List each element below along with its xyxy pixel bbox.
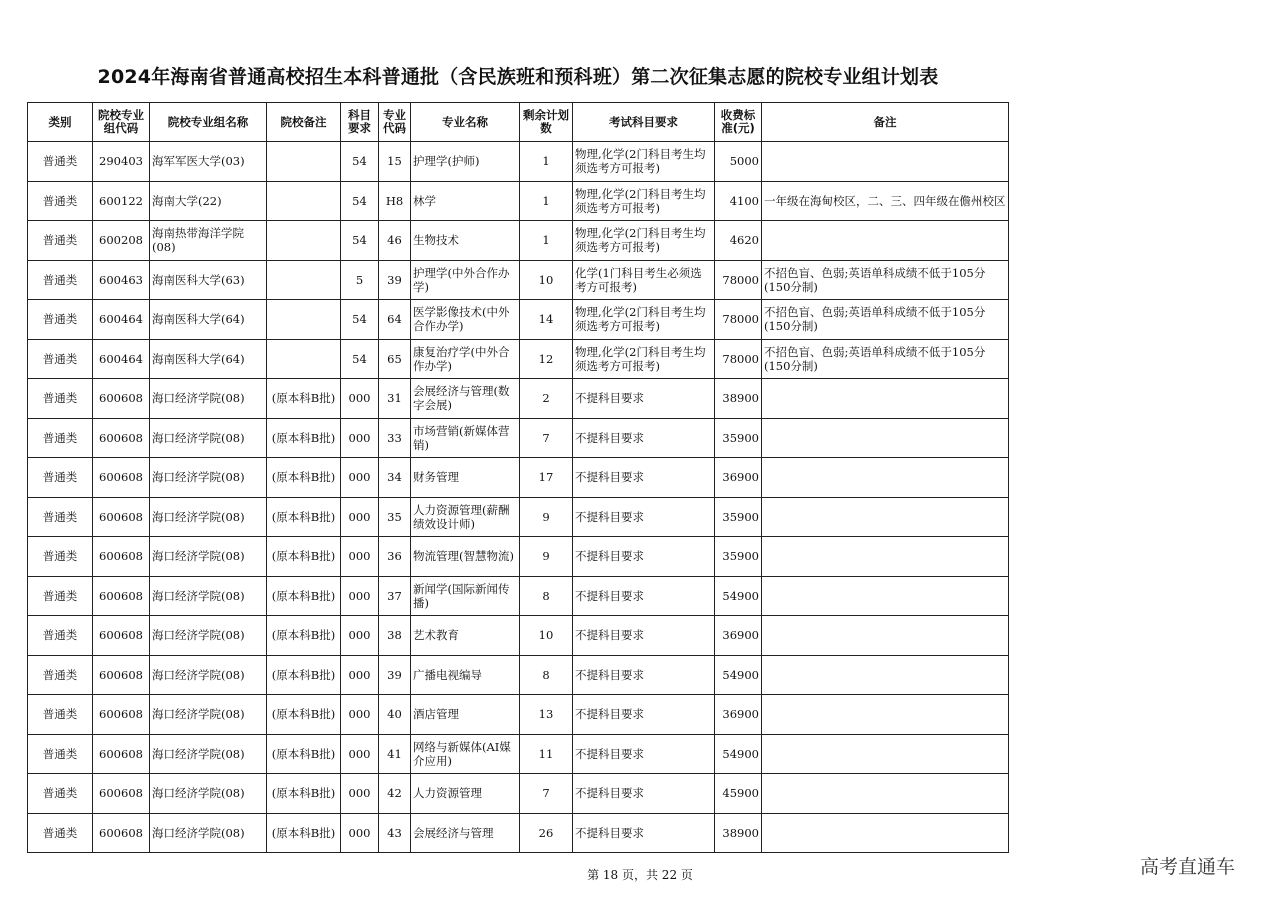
table-row — [28, 379, 1009, 419]
cell-remarks — [762, 497, 1009, 537]
cell-fee: 5000 — [715, 142, 762, 182]
cell-fee: 4100 — [715, 181, 762, 221]
cell-major-name: 财务管理 — [411, 458, 520, 498]
cell-fee: 78000 — [715, 339, 762, 379]
cell-category: 普通类 — [28, 379, 93, 419]
cell-group-name: 海军军医大学(03) — [150, 142, 267, 182]
cell-school-note: (原本科B批) — [267, 379, 341, 419]
table-row — [28, 537, 1009, 577]
table-row — [28, 616, 1009, 656]
cell-remaining: 10 — [520, 616, 573, 656]
cell-fee: 38900 — [715, 379, 762, 419]
cell-major-code: 39 — [379, 655, 411, 695]
cell-major-code: 46 — [379, 221, 411, 261]
cell-remarks — [762, 655, 1009, 695]
header-subject-req: 科目要求 — [341, 103, 379, 142]
cell-exam-req: 不提科目要求 — [573, 774, 715, 814]
cell-major-name: 林学 — [411, 181, 520, 221]
cell-school-note: (原本科B批) — [267, 576, 341, 616]
cell-school-note: (原本科B批) — [267, 537, 341, 577]
cell-exam-req: 不提科目要求 — [573, 458, 715, 498]
cell-fee: 38900 — [715, 813, 762, 853]
cell-major-name: 护理学(护师) — [411, 142, 520, 182]
cell-group-name: 海南医科大学(63) — [150, 260, 267, 300]
cell-group-name: 海口经济学院(08) — [150, 537, 267, 577]
cell-category: 普通类 — [28, 537, 93, 577]
cell-remaining: 17 — [520, 458, 573, 498]
cell-exam-req: 不提科目要求 — [573, 695, 715, 735]
table-row — [28, 655, 1009, 695]
cell-remarks: 一年级在海甸校区，二、三、四年级在儋州校区 — [762, 181, 1009, 221]
cell-group-name: 海口经济学院(08) — [150, 774, 267, 814]
cell-category: 普通类 — [28, 221, 93, 261]
cell-subject-req: 54 — [341, 339, 379, 379]
cell-category: 普通类 — [28, 655, 93, 695]
cell-fee: 35900 — [715, 497, 762, 537]
cell-exam-req: 物理,化学(2门科目考生均须选考方可报考) — [573, 300, 715, 340]
cell-remarks — [762, 458, 1009, 498]
cell-category: 普通类 — [28, 339, 93, 379]
cell-major-code: 43 — [379, 813, 411, 853]
cell-major-code: 35 — [379, 497, 411, 537]
cell-remarks — [762, 576, 1009, 616]
table-header-row — [28, 103, 1009, 142]
table-row — [28, 181, 1009, 221]
cell-school-note: (原本科B批) — [267, 655, 341, 695]
cell-group-name: 海口经济学院(08) — [150, 734, 267, 774]
cell-category: 普通类 — [28, 774, 93, 814]
cell-exam-req: 不提科目要求 — [573, 734, 715, 774]
cell-school-note: (原本科B批) — [267, 616, 341, 656]
cell-remaining: 1 — [520, 221, 573, 261]
table-row — [28, 339, 1009, 379]
cell-fee: 78000 — [715, 260, 762, 300]
table-row — [28, 458, 1009, 498]
cell-school-note: (原本科B批) — [267, 813, 341, 853]
cell-school-note: (原本科B批) — [267, 418, 341, 458]
cell-group-name: 海南大学(22) — [150, 181, 267, 221]
cell-remaining: 10 — [520, 260, 573, 300]
cell-subject-req: 000 — [341, 497, 379, 537]
cell-remarks — [762, 774, 1009, 814]
cell-group-code: 600464 — [93, 300, 150, 340]
cell-group-name: 海口经济学院(08) — [150, 576, 267, 616]
cell-remaining: 2 — [520, 379, 573, 419]
cell-exam-req: 化学(1门科目考生必须选考方可报考) — [573, 260, 715, 300]
cell-remaining: 9 — [520, 497, 573, 537]
watermark: 高考直通车 — [1140, 856, 1236, 878]
cell-exam-req: 不提科目要求 — [573, 379, 715, 419]
cell-category: 普通类 — [28, 142, 93, 182]
cell-category: 普通类 — [28, 695, 93, 735]
header-remarks: 备注 — [762, 103, 1009, 142]
cell-major-name: 艺术教育 — [411, 616, 520, 656]
cell-group-code: 600608 — [93, 458, 150, 498]
cell-school-note: (原本科B批) — [267, 458, 341, 498]
header-group-name: 院校专业组名称 — [150, 103, 267, 142]
cell-group-code: 600608 — [93, 774, 150, 814]
cell-group-code: 600208 — [93, 221, 150, 261]
cell-fee: 54900 — [715, 576, 762, 616]
cell-major-name: 市场营销(新媒体营销) — [411, 418, 520, 458]
cell-subject-req: 54 — [341, 221, 379, 261]
cell-major-code: 38 — [379, 616, 411, 656]
cell-subject-req: 000 — [341, 734, 379, 774]
table-body — [28, 142, 1009, 853]
cell-school-note — [267, 339, 341, 379]
cell-subject-req: 000 — [341, 379, 379, 419]
cell-remaining: 7 — [520, 418, 573, 458]
cell-group-name: 海南医科大学(64) — [150, 300, 267, 340]
cell-category: 普通类 — [28, 181, 93, 221]
cell-remaining: 12 — [520, 339, 573, 379]
cell-school-note — [267, 181, 341, 221]
cell-subject-req: 54 — [341, 142, 379, 182]
cell-group-code: 600122 — [93, 181, 150, 221]
cell-remaining: 1 — [520, 181, 573, 221]
cell-school-note — [267, 300, 341, 340]
table-row — [28, 300, 1009, 340]
cell-category: 普通类 — [28, 576, 93, 616]
cell-major-name: 护理学(中外合作办学) — [411, 260, 520, 300]
cell-major-name: 会展经济与管理(数字会展) — [411, 379, 520, 419]
cell-major-name: 人力资源管理(薪酬绩效设计师) — [411, 497, 520, 537]
cell-exam-req: 不提科目要求 — [573, 616, 715, 656]
cell-subject-req: 000 — [341, 616, 379, 656]
cell-major-name: 新闻学(国际新闻传播) — [411, 576, 520, 616]
cell-school-note — [267, 260, 341, 300]
cell-remarks — [762, 379, 1009, 419]
header-major-code: 专业代码 — [379, 103, 411, 142]
cell-school-note: (原本科B批) — [267, 497, 341, 537]
cell-category: 普通类 — [28, 260, 93, 300]
cell-remarks — [762, 734, 1009, 774]
cell-remarks: 不招色盲、色弱;英语单科成绩不低于105分(150分制) — [762, 300, 1009, 340]
cell-remaining: 14 — [520, 300, 573, 340]
cell-remarks — [762, 813, 1009, 853]
cell-exam-req: 不提科目要求 — [573, 576, 715, 616]
cell-remarks — [762, 142, 1009, 182]
cell-remarks — [762, 616, 1009, 656]
table-row — [28, 774, 1009, 814]
cell-group-code: 600608 — [93, 616, 150, 656]
cell-fee: 36900 — [715, 616, 762, 656]
table-row — [28, 260, 1009, 300]
cell-subject-req: 54 — [341, 181, 379, 221]
cell-remarks — [762, 418, 1009, 458]
cell-group-name: 海南热带海洋学院(08) — [150, 221, 267, 261]
header-category: 类别 — [28, 103, 93, 142]
cell-major-code: 37 — [379, 576, 411, 616]
cell-major-code: 34 — [379, 458, 411, 498]
cell-major-name: 物流管理(智慧物流) — [411, 537, 520, 577]
cell-major-name: 酒店管理 — [411, 695, 520, 735]
cell-fee: 35900 — [715, 537, 762, 577]
table-row — [28, 576, 1009, 616]
cell-major-name: 康复治疗学(中外合作办学) — [411, 339, 520, 379]
cell-remaining: 9 — [520, 537, 573, 577]
cell-exam-req: 物理,化学(2门科目考生均须选考方可报考) — [573, 181, 715, 221]
cell-remaining: 13 — [520, 695, 573, 735]
cell-major-code: 33 — [379, 418, 411, 458]
cell-remaining: 1 — [520, 142, 573, 182]
cell-major-code: 64 — [379, 300, 411, 340]
cell-major-name: 网络与新媒体(AI媒介应用) — [411, 734, 520, 774]
page-title: 2024年海南省普通高校招生本科普通批（含民族班和预科班）第二次征集志愿的院校专业组计划表 — [97, 66, 939, 88]
cell-fee: 4620 — [715, 221, 762, 261]
cell-group-code: 600608 — [93, 576, 150, 616]
cell-subject-req: 000 — [341, 774, 379, 814]
cell-remarks — [762, 221, 1009, 261]
cell-major-code: 65 — [379, 339, 411, 379]
cell-category: 普通类 — [28, 458, 93, 498]
cell-exam-req: 物理,化学(2门科目考生均须选考方可报考) — [573, 142, 715, 182]
cell-exam-req: 不提科目要求 — [573, 655, 715, 695]
cell-remarks — [762, 537, 1009, 577]
cell-group-name: 海口经济学院(08) — [150, 655, 267, 695]
cell-major-name: 人力资源管理 — [411, 774, 520, 814]
cell-subject-req: 000 — [341, 537, 379, 577]
cell-major-code: 31 — [379, 379, 411, 419]
table-row — [28, 695, 1009, 735]
cell-remarks: 不招色盲、色弱;英语单科成绩不低于105分(150分制) — [762, 260, 1009, 300]
cell-group-code: 600608 — [93, 655, 150, 695]
cell-school-note: (原本科B批) — [267, 774, 341, 814]
cell-subject-req: 000 — [341, 695, 379, 735]
cell-school-note: (原本科B批) — [267, 734, 341, 774]
cell-subject-req: 000 — [341, 418, 379, 458]
table-row — [28, 734, 1009, 774]
cell-group-code: 600608 — [93, 734, 150, 774]
cell-school-note — [267, 221, 341, 261]
cell-remaining: 26 — [520, 813, 573, 853]
table-row — [28, 142, 1009, 182]
cell-group-code: 600608 — [93, 695, 150, 735]
cell-group-code: 600608 — [93, 537, 150, 577]
cell-fee: 78000 — [715, 300, 762, 340]
cell-remaining: 7 — [520, 774, 573, 814]
cell-major-code: 39 — [379, 260, 411, 300]
cell-major-name: 医学影像技术(中外合作办学) — [411, 300, 520, 340]
cell-major-code: 15 — [379, 142, 411, 182]
cell-category: 普通类 — [28, 497, 93, 537]
table-row — [28, 418, 1009, 458]
cell-group-code: 600608 — [93, 813, 150, 853]
header-exam-req: 考试科目要求 — [573, 103, 715, 142]
cell-exam-req: 不提科目要求 — [573, 497, 715, 537]
cell-subject-req: 000 — [341, 576, 379, 616]
cell-major-name: 广播电视编导 — [411, 655, 520, 695]
cell-exam-req: 物理,化学(2门科目考生均须选考方可报考) — [573, 221, 715, 261]
cell-major-code: H8 — [379, 181, 411, 221]
cell-subject-req: 000 — [341, 655, 379, 695]
header-group-code: 院校专业组代码 — [93, 103, 150, 142]
cell-fee: 54900 — [715, 734, 762, 774]
cell-group-name: 海口经济学院(08) — [150, 458, 267, 498]
cell-group-code: 600608 — [93, 379, 150, 419]
cell-category: 普通类 — [28, 813, 93, 853]
cell-group-name: 海口经济学院(08) — [150, 695, 267, 735]
cell-group-name: 海南医科大学(64) — [150, 339, 267, 379]
cell-remaining: 11 — [520, 734, 573, 774]
cell-fee: 36900 — [715, 695, 762, 735]
cell-group-code: 600464 — [93, 339, 150, 379]
cell-group-name: 海口经济学院(08) — [150, 379, 267, 419]
cell-group-name: 海口经济学院(08) — [150, 813, 267, 853]
cell-group-code: 600608 — [93, 418, 150, 458]
plan-table — [27, 102, 1009, 853]
page-footer: 第 18 页，共 22 页 — [587, 868, 693, 882]
cell-group-code: 600608 — [93, 497, 150, 537]
header-remaining: 剩余计划数 — [520, 103, 573, 142]
cell-fee: 54900 — [715, 655, 762, 695]
cell-category: 普通类 — [28, 616, 93, 656]
cell-remarks: 不招色盲、色弱;英语单科成绩不低于105分(150分制) — [762, 339, 1009, 379]
header-fee: 收费标准(元) — [715, 103, 762, 142]
cell-subject-req: 000 — [341, 813, 379, 853]
cell-major-name: 会展经济与管理 — [411, 813, 520, 853]
cell-category: 普通类 — [28, 418, 93, 458]
cell-major-code: 41 — [379, 734, 411, 774]
cell-fee: 45900 — [715, 774, 762, 814]
cell-exam-req: 不提科目要求 — [573, 418, 715, 458]
cell-school-note: (原本科B批) — [267, 695, 341, 735]
cell-category: 普通类 — [28, 300, 93, 340]
cell-group-code: 290403 — [93, 142, 150, 182]
cell-group-name: 海口经济学院(08) — [150, 616, 267, 656]
cell-exam-req: 不提科目要求 — [573, 813, 715, 853]
header-school-note: 院校备注 — [267, 103, 341, 142]
table-row — [28, 221, 1009, 261]
table-row — [28, 497, 1009, 537]
cell-remaining: 8 — [520, 576, 573, 616]
cell-category: 普通类 — [28, 734, 93, 774]
cell-fee: 35900 — [715, 418, 762, 458]
header-major-name: 专业名称 — [411, 103, 520, 142]
cell-subject-req: 000 — [341, 458, 379, 498]
cell-major-code: 40 — [379, 695, 411, 735]
cell-subject-req: 54 — [341, 300, 379, 340]
cell-school-note — [267, 142, 341, 182]
cell-group-code: 600463 — [93, 260, 150, 300]
cell-major-code: 36 — [379, 537, 411, 577]
cell-major-code: 42 — [379, 774, 411, 814]
cell-remaining: 8 — [520, 655, 573, 695]
cell-exam-req: 不提科目要求 — [573, 537, 715, 577]
cell-subject-req: 5 — [341, 260, 379, 300]
cell-group-name: 海口经济学院(08) — [150, 418, 267, 458]
table-row — [28, 813, 1009, 853]
cell-fee: 36900 — [715, 458, 762, 498]
cell-group-name: 海口经济学院(08) — [150, 497, 267, 537]
cell-major-name: 生物技术 — [411, 221, 520, 261]
cell-remarks — [762, 695, 1009, 735]
cell-exam-req: 物理,化学(2门科目考生均须选考方可报考) — [573, 339, 715, 379]
